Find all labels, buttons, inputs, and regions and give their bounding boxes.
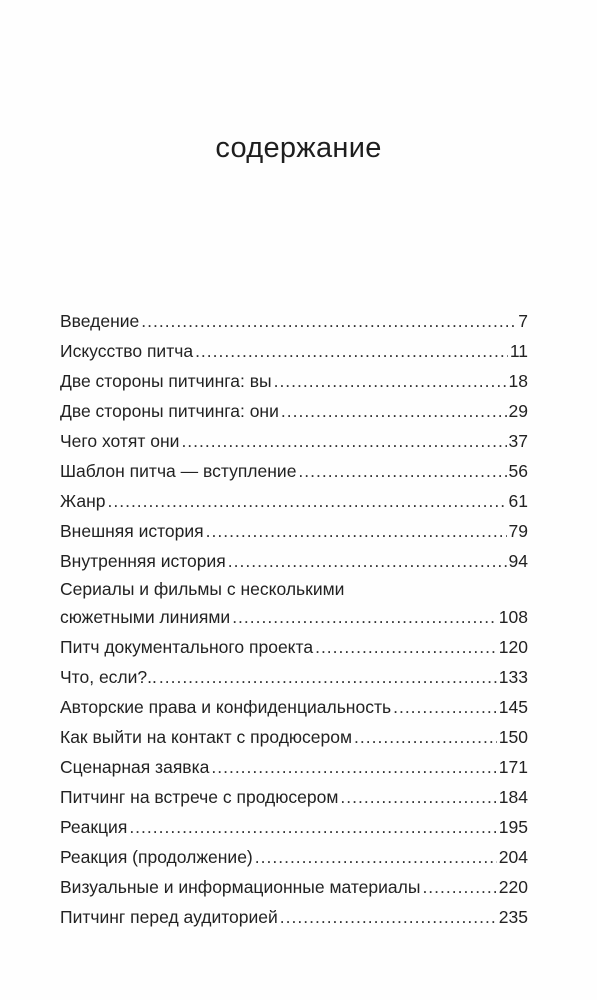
toc-entry-title: Питчинг перед аудиторией xyxy=(60,907,278,927)
toc-entry xyxy=(60,546,528,576)
dot-leader xyxy=(281,396,507,426)
toc-page-number: 7 xyxy=(518,311,528,331)
dot-leader xyxy=(206,516,507,546)
dot-leader xyxy=(129,812,496,842)
toc-page-number: 133 xyxy=(498,667,528,687)
toc-entry-title: Две стороны питчинга: вы xyxy=(60,371,272,391)
toc-entry-title: Шаблон питча — вступление xyxy=(60,461,297,481)
toc-entry xyxy=(60,336,528,366)
dot-leader xyxy=(354,722,497,752)
toc-entry-title: Реакция (продолжение) xyxy=(60,847,253,867)
toc-page-number: 120 xyxy=(498,637,528,657)
toc-entry xyxy=(60,486,528,516)
toc-entry-title: Жанр xyxy=(60,491,106,511)
toc-page-number: 94 xyxy=(508,551,528,571)
toc-entry xyxy=(60,366,528,396)
toc-entry-line2 xyxy=(60,602,528,632)
dot-leader xyxy=(255,842,497,872)
toc-page-number: 184 xyxy=(498,787,528,807)
dot-leader xyxy=(228,546,507,576)
toc-entry xyxy=(60,396,528,426)
toc-entry xyxy=(60,722,528,752)
dot-leader xyxy=(211,752,496,782)
dot-leader xyxy=(195,336,508,366)
toc-entry xyxy=(60,662,528,692)
dot-leader xyxy=(393,692,497,722)
toc-page-number: 11 xyxy=(509,341,528,361)
toc-entry-title-line2: сюжетными линиями xyxy=(60,607,231,627)
toc-entry-title: Как выйти на контакт с продюсером xyxy=(60,727,353,747)
toc-entry xyxy=(60,902,528,932)
toc-page-number: 61 xyxy=(508,491,528,511)
dot-leader xyxy=(340,782,496,812)
toc-page-number: 29 xyxy=(508,401,528,421)
dot-leader xyxy=(274,366,507,396)
toc-page-number: 204 xyxy=(498,847,528,867)
toc-entry xyxy=(60,632,528,662)
dot-leader xyxy=(280,902,497,932)
toc-entry-title: Питчинг на встрече с продюсером xyxy=(60,787,339,807)
table-of-contents xyxy=(60,306,528,932)
toc-entry-title: Две стороны питчинга: они xyxy=(60,401,279,421)
toc-page-number: 235 xyxy=(498,907,528,927)
toc-page-number: 150 xyxy=(498,727,528,747)
toc-page-number: 171 xyxy=(498,757,528,777)
toc-entry-title: Введение xyxy=(60,311,140,331)
toc-entry xyxy=(60,812,528,842)
toc-page-number: 108 xyxy=(498,607,528,627)
toc-page-number: 79 xyxy=(508,521,528,541)
toc-entry xyxy=(60,306,528,336)
toc-entry-title: Искусство питча xyxy=(60,341,194,361)
toc-entry xyxy=(60,426,528,456)
toc-entry xyxy=(60,872,528,902)
toc-entry-title: Внешняя история xyxy=(60,521,204,541)
page-title: содержание xyxy=(215,132,382,164)
dot-leader xyxy=(141,306,516,336)
dot-leader xyxy=(181,426,506,456)
toc-page-number: 220 xyxy=(498,877,528,897)
toc-entry-title: Чего хотят они xyxy=(60,431,180,451)
toc-page-number: 145 xyxy=(498,697,528,717)
toc-entry xyxy=(60,842,528,872)
dot-leader xyxy=(232,602,497,632)
dot-leader xyxy=(422,872,496,902)
toc-entry xyxy=(60,576,528,632)
toc-entry xyxy=(60,516,528,546)
toc-entry-title: Сценарная заявка xyxy=(60,757,210,777)
dot-leader xyxy=(315,632,497,662)
toc-entry xyxy=(60,456,528,486)
dot-leader xyxy=(108,486,507,516)
toc-entry-title: Что, если?.. xyxy=(60,667,157,687)
dot-leader xyxy=(159,662,497,692)
toc-page-number: 18 xyxy=(508,371,528,391)
toc-entry-title: Авторские права и конфиденциальность xyxy=(60,697,392,717)
toc-entry-title: Питч документального проекта xyxy=(60,637,314,657)
toc-entry xyxy=(60,692,528,722)
toc-page-number: 56 xyxy=(508,461,528,481)
toc-entry-title-line1: Сериалы и фильмы с несколькими xyxy=(60,579,345,599)
toc-page-number: 195 xyxy=(498,817,528,837)
toc-entry-title: Визуальные и информационные материалы xyxy=(60,877,421,897)
toc-entry xyxy=(60,782,528,812)
toc-entry-title: Реакция xyxy=(60,817,128,837)
dot-leader xyxy=(298,456,506,486)
toc-entry-title: Внутренняя история xyxy=(60,551,226,571)
toc-page-number: 37 xyxy=(508,431,528,451)
toc-entry xyxy=(60,752,528,782)
